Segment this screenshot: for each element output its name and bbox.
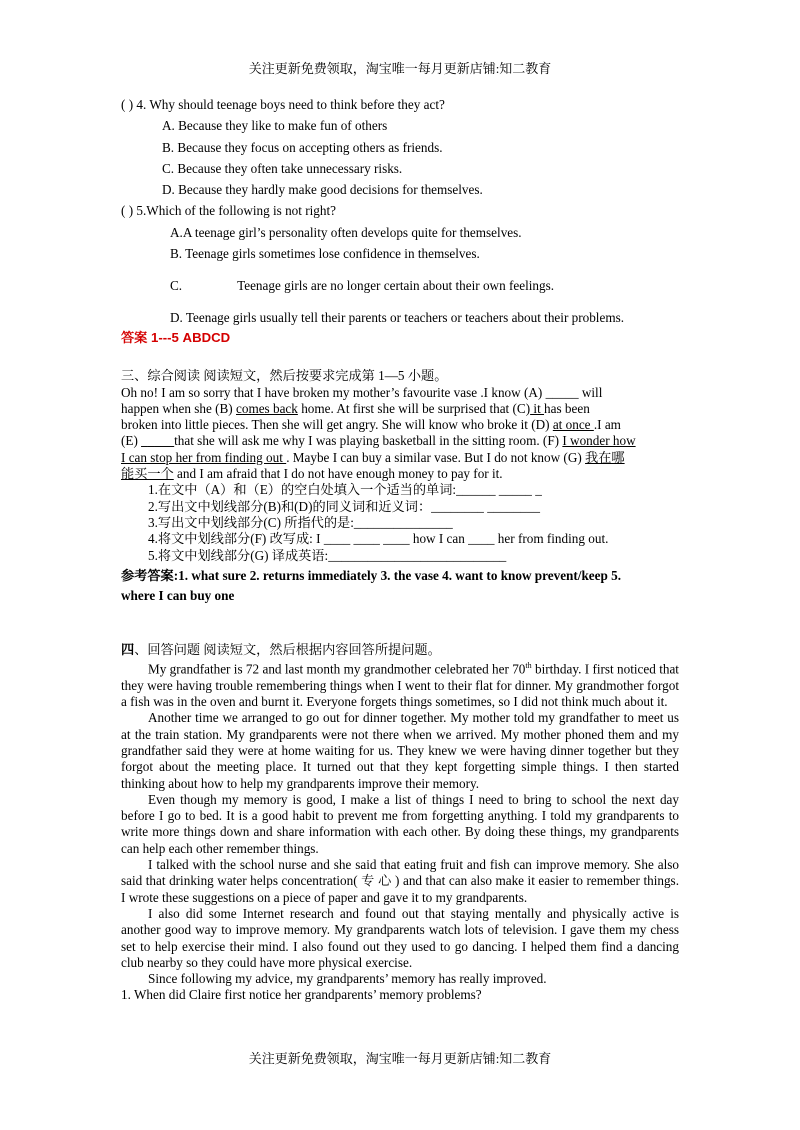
passage-paragraph-3: Even though my memory is good, I make a list of things I need to bring to school the next day before I go to bed. It is a good habit to prevent me from forgetting anything. I told my grandparents to write more things down and share information with each other. By doing these things, my grandparents can help each other remember things. [121, 791, 679, 856]
passage-paragraph-5: I also did some Internet research and found out that staying mentally and physically active is another good way to improve memory. My grandparents watch lots of television. I gave them my chess set to help exercise their mind. I also found out they used to go dancing. I helped them find a dancing club nearby so they could have more physical exercise. [121, 905, 679, 970]
page-header: 关注更新免费领取，淘宝唯一每月更新店铺:知二教育 [248, 61, 552, 76]
task-3: 3.写出文中划线部分(C) 所指代的是:_______________ [148, 514, 453, 530]
passage-paragraph-4: I talked with the school nurse and she said that eating fruit and fish can improve memory. She also said that drinking water helps concentration( 专 心 ) and that can also make it easier to remember things. I wrote these suggestions on a piece of paper and gave it to my grandparents. [121, 857, 679, 905]
document-body [121, 97, 679, 1004]
question-4-option-b: B. Because they focus on accepting others as friends. [162, 139, 443, 155]
question-5-option-a: A.A teenage girl’s personality often develops quite for themselves. [170, 224, 522, 240]
task-5: 5.将文中划线部分(G) 译成英语:___________________________ [148, 547, 507, 563]
section-3-line-4: (E) _____that she will ask me why I was playing basketball in the sitting room. (F) I wonder how [121, 433, 636, 449]
question-5-stem: ( ) 5.Which of the following is not right? [121, 203, 336, 219]
section-3-line-2: happen when she (B) comes back home. At first she will be surprised that (C) it has been [121, 400, 590, 416]
underlined-c: it [530, 400, 545, 416]
question-4-option-d: D. Because they hardly make good decisions for themselves. [162, 182, 483, 198]
reference-answer-line-1: 参考答案:1. what sure 2. returns immediately 3. the vase 4. want to know prevent/keep 5. [121, 567, 622, 583]
task-2: 2.写出文中划线部分(B)和(D)的同义词和近义词：________ ________ [148, 498, 540, 514]
question-5-option-c [170, 278, 679, 294]
reference-answer-line-2: where I can buy one [121, 587, 235, 603]
section-3-line-5: I can stop her from finding out . Maybe I can buy a similar vase. But I do not know (G) 我在哪 [121, 449, 625, 465]
underlined-b: comes back [236, 400, 298, 416]
section-3-line-6: 能买一个 and I am afraid that I do not have enough money to pay for it. [121, 466, 503, 482]
option-c-letter: C. [170, 278, 183, 294]
question-5-option-b: B. Teenage girls sometimes lose confidence in themselves. [170, 246, 480, 262]
task-4: 4.将文中划线部分(F) 改写成: I ____ ____ ____ how I can ____ her from finding out. [148, 531, 609, 547]
question-4-option-a: A. Because they like to make fun of others [162, 118, 388, 134]
question-4-stem: ( ) 4. Why should teenage boys need to think before they act? [121, 97, 445, 112]
passage-paragraph-6: Since following my advice, my grandparents’ memory has really improved. [148, 971, 547, 987]
section-3-line-1: Oh no! I am so sorry that I have broken my mother’s favourite vase .I know (A) _____ will [121, 384, 603, 400]
question-5-option-d: D. Teenage girls usually tell their parents or teachers or teachers about their problems. [170, 309, 625, 325]
blank-e: _____ [141, 433, 175, 449]
option-c-text: Teenage girls are no longer certain about their own feelings. [237, 278, 555, 294]
question-1: 1. When did Claire first notice her grandparents’ memory problems? [121, 987, 482, 1003]
task-1: 1.在文中（A）和（E）的空白处填入一个适当的单词:______ _____ _ [148, 482, 542, 498]
section-4-title: 四、回答问题 阅读短文，然后根据内容回答所提问题。 [121, 641, 441, 657]
question-4-option-c: C. Because they often take unnecessary risks. [162, 160, 403, 176]
underlined-d: at once [552, 417, 594, 433]
section-3-line-3: broken into little pieces. Then she will get angry. She will know who broke it (D) at once .I am [121, 417, 621, 433]
answer-key-1: 答案 1---5 ABDCD [121, 329, 231, 345]
underlined-f: I wonder how [562, 433, 636, 449]
page-footer: 关注更新免费领取，淘宝唯一每月更新店铺:知二教育 [248, 1051, 552, 1066]
passage-paragraph-2: Another time we arranged to go out for dinner together. My mother told my grandfather to meet us at the train station. My grandparents were not there when we arrived. My mother phoned them and my grandfather said they were at home waiting for us. They knew we were having dinner together but they forgot about the meeting place. It turned out that they kept forgetting simple things. I then started thinking about how to help my grandparents improve their memory. [121, 710, 679, 791]
passage-paragraph-1: My grandfather is 72 and last month my grandmother celebrated her 70th birthday. I first noticed that they were having trouble remembering things when I went to their flat for dinner. My grandmother forgot a fish was in the oven and burnt it. Everyone forgets things sometimes, so I did not think much about it. [121, 661, 679, 710]
section-3-title: 三、综合阅读 阅读短文，然后按要求完成第 1—5 小题。 [121, 368, 448, 384]
underlined-g: 我在哪 [585, 449, 625, 465]
